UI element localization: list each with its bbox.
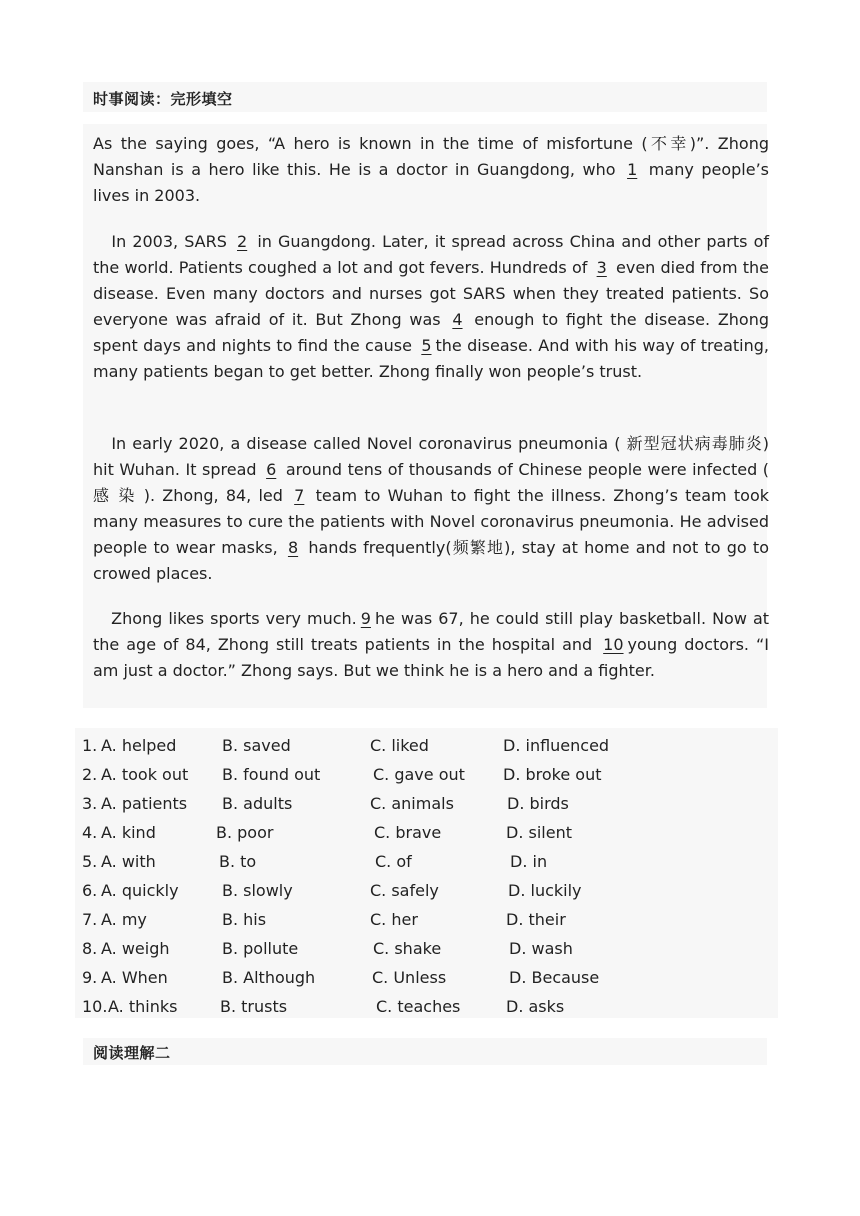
option-row: [82, 963, 772, 992]
option-b: B. adults: [222, 794, 293, 813]
option-b: B. trusts: [220, 997, 288, 1016]
question-number: 4.: [82, 823, 98, 842]
paragraph-text: enough to fight the disease. Zhong spent days and nights to find the cause: [93, 310, 770, 355]
blank-4: 4: [452, 310, 463, 329]
paragraph-text: even died from the disease. Even many doctors and nurses got SARS when they treated patients. So everyone was afraid of it. But Zhong was: [93, 258, 770, 329]
question-number: 5.: [82, 852, 98, 871]
option-row: [82, 934, 772, 963]
option-d: D. Because: [509, 968, 600, 987]
option-b: B. his: [222, 910, 267, 929]
paragraph-text: the disease. And with his way of treating, many patients began to get better. Zhong finally won people’s trust.: [93, 336, 769, 381]
option-a: A. quickly: [101, 881, 179, 900]
question-number: 3.: [82, 794, 98, 813]
blank-3: 3: [596, 258, 607, 277]
paragraph-2: [93, 229, 769, 385]
option-c: C. Unless: [372, 968, 447, 987]
question-number: 6.: [82, 881, 98, 900]
section-header: [83, 1038, 767, 1065]
paragraph-text: around tens of thousands of Chinese people were infected ( 感 染 ). Zhong, 84, led: [93, 460, 770, 505]
option-a: A. my: [101, 910, 147, 929]
option-b: B. slowly: [222, 881, 293, 900]
option-c: C. teaches: [376, 997, 461, 1016]
blank-2: 2: [237, 232, 248, 251]
blank-10: 10: [603, 635, 624, 654]
option-a: A. with: [101, 852, 156, 871]
blank-6: 6: [266, 460, 277, 479]
paragraph-text: In 2003, SARS: [111, 232, 234, 251]
paragraph-4: [93, 606, 769, 684]
paragraph-text: hands frequently(频繁地), stay at home and not to go to crowed places.: [93, 538, 769, 583]
option-row: [82, 905, 772, 934]
option-a: A. patients: [101, 794, 188, 813]
cloze-passage: [83, 124, 770, 708]
option-row: [82, 847, 772, 876]
option-c: C. of: [375, 852, 412, 871]
answer-options: [75, 728, 778, 1018]
option-row: [82, 818, 772, 847]
option-row: [82, 992, 772, 1021]
option-a: A. kind: [101, 823, 156, 842]
option-d: D. influenced: [503, 736, 610, 755]
paragraph-text: team to Wuhan to fight the illness. Zhong’s team took many measures to cure the patients with Novel coronavirus pneumonia. He advised people to wear masks,: [93, 486, 769, 557]
paragraph-text: Zhong likes sports very much.: [111, 609, 357, 628]
paragraph-1: [93, 131, 769, 209]
option-row: [82, 789, 772, 818]
option-c: C. gave out: [373, 765, 465, 784]
blank-1: 1: [627, 160, 638, 179]
blank-7: 7: [294, 486, 305, 505]
option-d: D. broke out: [503, 765, 602, 784]
option-d: D. their: [506, 910, 566, 929]
option-b: B. poor: [216, 823, 274, 842]
question-number: 7.: [82, 910, 98, 929]
question-number: 9.: [82, 968, 98, 987]
paragraph-text: in Guangdong. Later, it spread across China and other parts of the world. Patients coughed a lot and got fevers. Hundreds of: [93, 232, 770, 277]
blank-9: 9: [360, 609, 371, 628]
option-c: C. safely: [370, 881, 439, 900]
question-number: 1.: [82, 736, 98, 755]
option-a: A. weigh: [101, 939, 170, 958]
blank-8: 8: [287, 538, 299, 557]
question-number: 8.: [82, 939, 98, 958]
section-header: [83, 82, 767, 112]
option-c: C. animals: [370, 794, 454, 813]
option-row: [82, 876, 772, 905]
paragraph-text: he was 67, he could still play basketball. Now at the age of 84, Zhong still treats patients in the hospital and: [93, 609, 770, 654]
paragraph-3: [93, 431, 769, 587]
paragraph-text: young doctors. “I am just a doctor.” Zhong says. But we think he is a hero and a fighter.: [93, 635, 769, 680]
section-title: 时事阅读：完形填空: [93, 90, 233, 108]
option-d: D. silent: [506, 823, 572, 842]
paragraph-text: many people’s lives in 2003.: [93, 160, 770, 205]
option-b: B. pollute: [222, 939, 299, 958]
option-d: D. wash: [509, 939, 573, 958]
question-number: 2.: [82, 765, 98, 784]
option-d: D. in: [510, 852, 548, 871]
blank-5: 5: [421, 336, 432, 355]
option-c: C. shake: [373, 939, 442, 958]
section-title: 阅读理解二: [93, 1044, 171, 1062]
option-a: A. helped: [101, 736, 177, 755]
option-b: B. Although: [222, 968, 316, 987]
option-b: B. to: [219, 852, 257, 871]
option-c: C. liked: [370, 736, 429, 755]
paragraph-text: As the saying goes, “A hero is known in the time of misfortune (不幸)”. Zhong Nanshan is a hero like this. He is a doctor in Guangdong, who: [93, 134, 769, 179]
option-d: D. luckily: [508, 881, 582, 900]
option-d: D. asks: [506, 997, 565, 1016]
option-a: A. When: [101, 968, 168, 987]
option-a: A. took out: [101, 765, 189, 784]
option-row: [82, 760, 772, 789]
option-a: A. thinks: [108, 997, 178, 1016]
option-b: B. found out: [222, 765, 321, 784]
option-b: B. saved: [222, 736, 291, 755]
option-c: C. brave: [374, 823, 442, 842]
option-d: D. birds: [507, 794, 569, 813]
option-row: [82, 731, 772, 760]
question-number: 10.: [82, 997, 108, 1016]
paragraph-text: In early 2020, a disease called Novel coronavirus pneumonia ( 新型冠状病毒肺炎) hit Wuhan. It spread: [93, 434, 769, 479]
option-c: C. her: [370, 910, 418, 929]
